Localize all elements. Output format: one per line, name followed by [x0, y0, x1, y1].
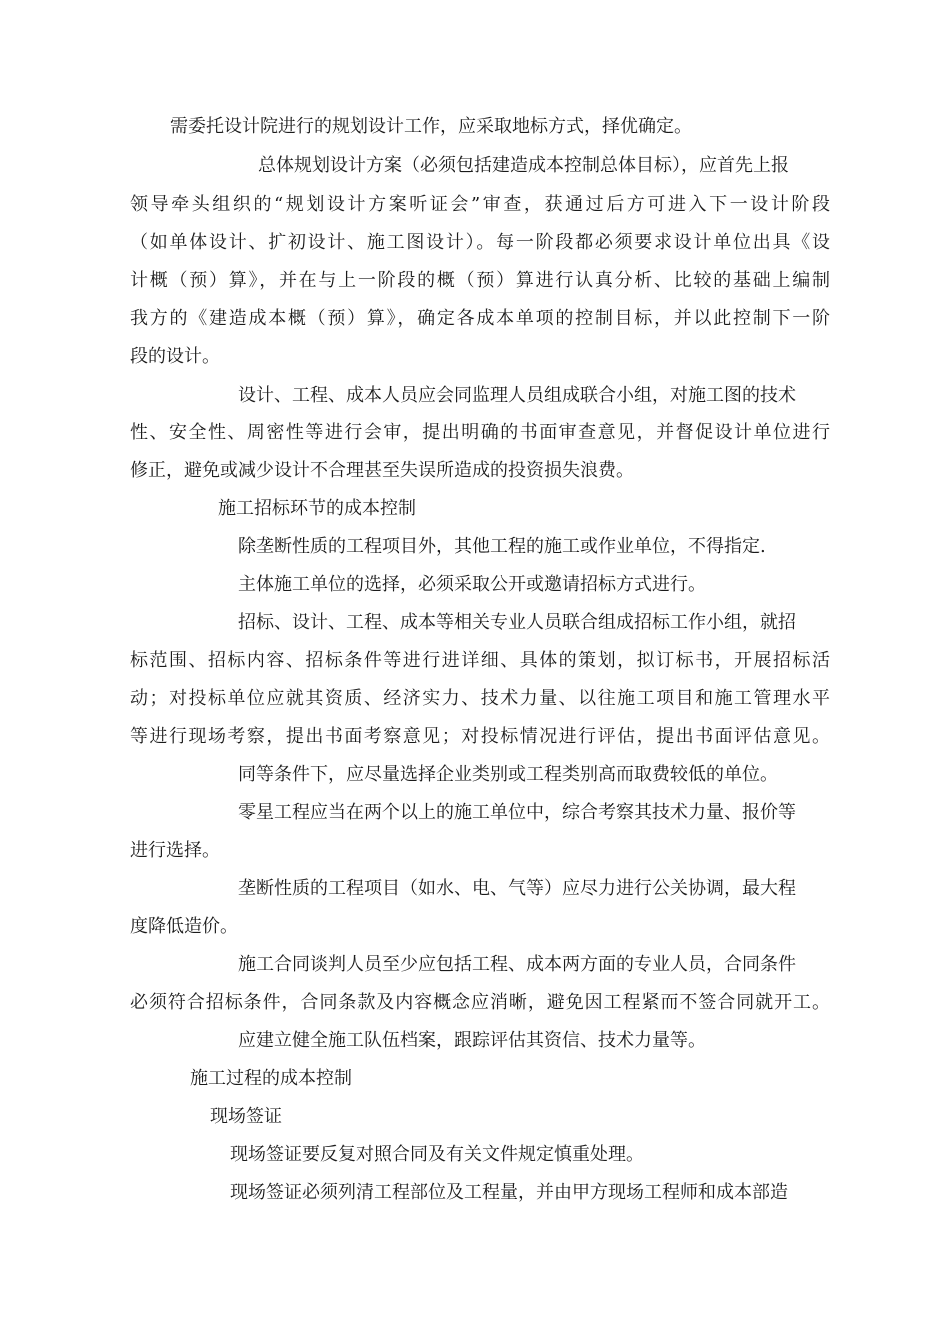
- text-line: 现场签证必须列清工程部位及工程量，并由甲方现场工程师和成本部造: [230, 1182, 788, 1203]
- text-line: （如单体设计、扩初设计、施工图设计）。每一阶段都必须要求设计单位出具《设: [130, 232, 830, 253]
- text-line: 标范围、招标内容、招标条件等进行进详细、具体的策划，拟订标书，开展招标活: [130, 650, 830, 671]
- text-line: 计概（预）算》，并在与上一阶段的概（预）算进行认真分析、比较的基础上编制: [130, 270, 830, 291]
- subsection-heading: 现场签证: [210, 1106, 282, 1127]
- text-line: 我方的《建造成本概（预）算》，确定各成本单项的控制目标，并以此控制下一阶: [130, 308, 830, 329]
- text-line: 施工合同谈判人员至少应包括工程、成本两方面的专业人员，合同条件: [238, 954, 796, 975]
- text-line: 性、安全性、周密性等进行会审，提出明确的书面审查意见，并督促设计单位进行: [130, 422, 830, 443]
- text-line: 领导牵头组织的“规划设计方案听证会”审查，获通过后方可进入下一设计阶段: [130, 194, 830, 215]
- text-line: 现场签证要反复对照合同及有关文件规定慎重处理。: [230, 1144, 644, 1165]
- text-line: 招标、设计、工程、成本等相关专业人员联合组成招标工作小组，就招: [238, 612, 796, 633]
- text-line: 段的设计。: [130, 346, 220, 367]
- text-line: 等进行现场考察，提出书面考察意见；对投标情况进行评估，提出书面评估意见。: [130, 726, 830, 747]
- section-heading: 施工过程的成本控制: [190, 1068, 352, 1089]
- section-heading: 施工招标环节的成本控制: [218, 498, 416, 519]
- text-line: 进行选择。: [130, 840, 220, 861]
- text-line: 零星工程应当在两个以上的施工单位中，综合考察其技术力量、报价等: [238, 802, 796, 823]
- text-line: 主体施工单位的选择，必须采取公开或邀请招标方式进行。: [238, 574, 706, 595]
- text-line: 设计、工程、成本人员应会同监理人员组成联合小组，对施工图的技术: [238, 385, 796, 406]
- text-line: 度降低造价。: [130, 916, 238, 937]
- text-line: 需委托设计院进行的规划设计工作，应采取地标方式，择优确定。: [170, 116, 692, 137]
- text-line: 修正，避免或减少设计不合理甚至失误所造成的投资损失浪费。: [130, 460, 634, 481]
- text-line: 总体规划设计方案（必须包括建造成本控制总体目标），应首先上报: [258, 155, 789, 176]
- text-line: 动；对投标单位应就其资质、经济实力、技术力量、以往施工项目和施工管理水平: [130, 688, 830, 709]
- text-line: 除垄断性质的工程项目外，其他工程的施工或作业单位，不得指定.: [238, 536, 766, 557]
- text-line: 应建立健全施工队伍档案，跟踪评估其资信、技术力量等。: [238, 1030, 706, 1051]
- text-line: 同等条件下，应尽量选择企业类别或工程类别高而取费较低的单位。: [238, 764, 778, 785]
- text-line: 必须符合招标条件，合同条款及内容概念应消晰，避免因工程紧而不签合同就开工。: [130, 992, 830, 1013]
- text-line: 垄断性质的工程项目（如水、电、气等）应尽力进行公关协调，最大程: [238, 878, 796, 899]
